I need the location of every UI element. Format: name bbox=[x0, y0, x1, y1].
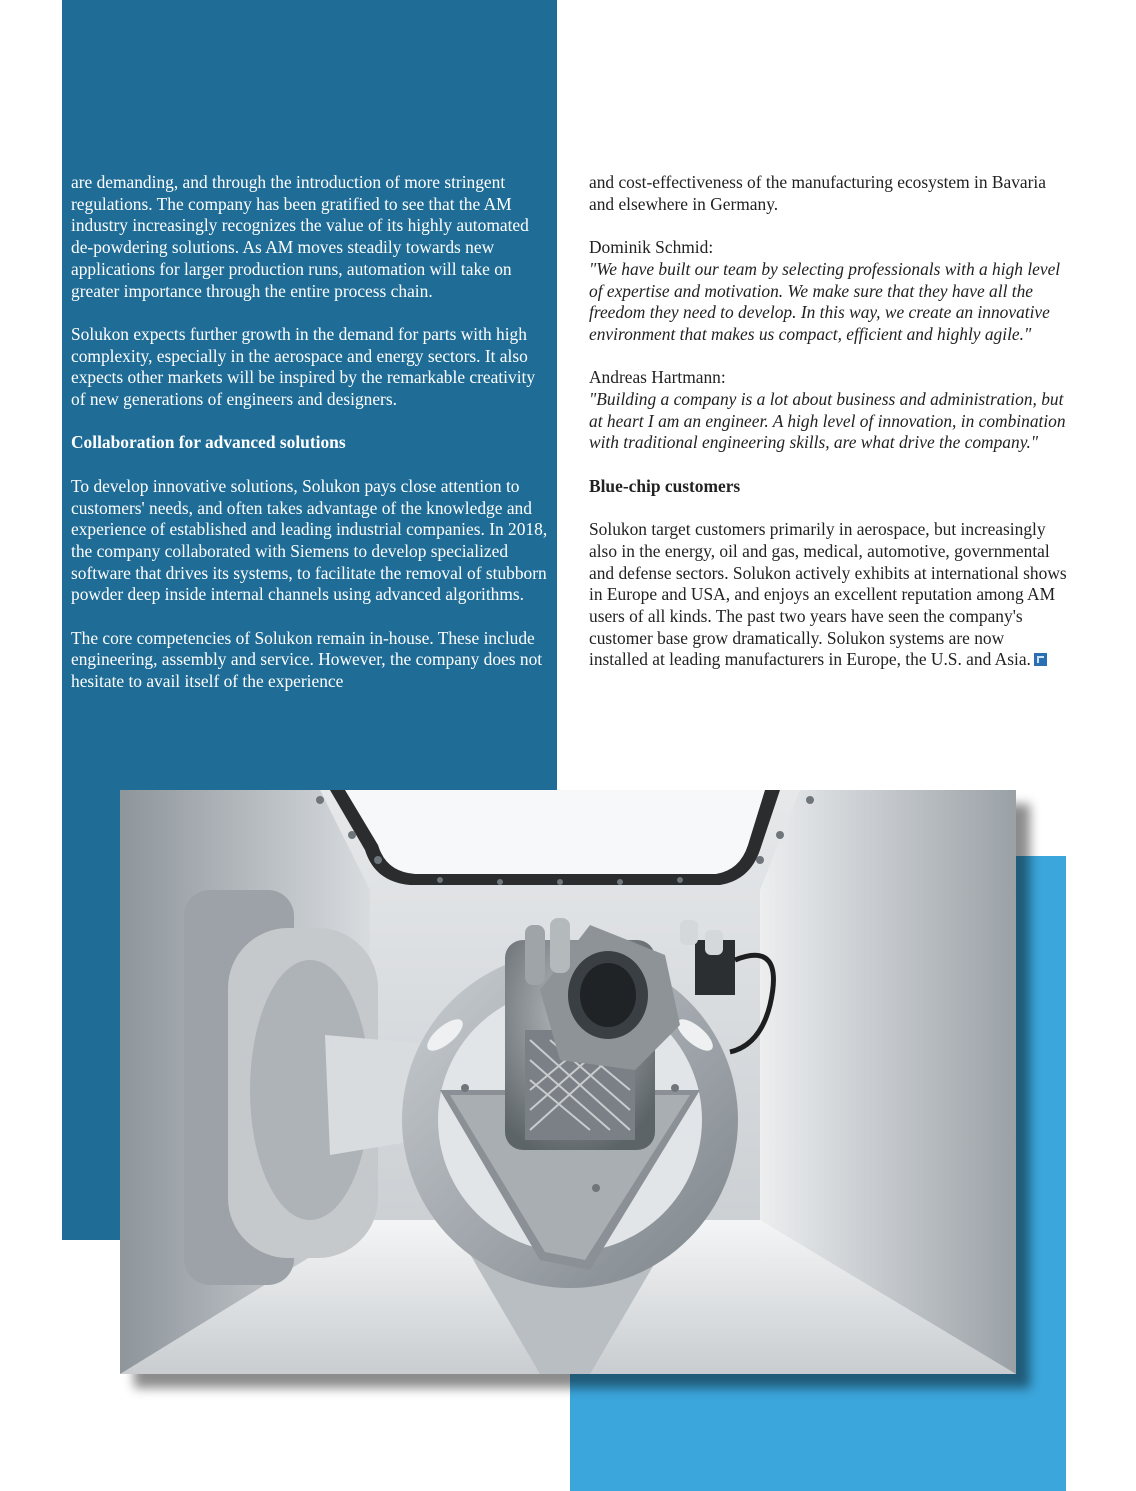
photo-illustration bbox=[120, 790, 1016, 1374]
quote-1: "We have built our team by selecting professionals with a high level of expertise and motivation. We make sure that they have all the freedom they need to develop. In this way, we create an innovative environment that makes us compact, efficient and highly agile." bbox=[589, 258, 1061, 344]
left-paragraph-3: To develop innovative solutions, Solukon pays close attention to customers' needs, and often takes advantage of the knowledge and experience of established and leading industrial companies. In 2018, the company collaborated with Siemens to develop specialized software that drives its systems, to facilitate the removal of stubborn powder deep inside internal channels using advanced algorithms. bbox=[71, 475, 548, 605]
section-heading-customers: Blue-chip customers bbox=[589, 475, 741, 496]
left-paragraph-1: are demanding, and through the introduction of more stringent regulations. The company has been gratified to see that the AM industry increasingly recognizes the value of its highly automated de-powdering solutions. As AM moves steadily towards new applications for larger production runs, automation will take on greater importance through the entire process chain. bbox=[71, 172, 529, 301]
article-end-icon bbox=[1034, 653, 1047, 666]
quote-2: "Building a company is a lot about business and administration, but at heart I am an engineer. A high level of innovation, in combination with traditional engineering skills, are what drive the company." bbox=[589, 389, 1066, 453]
right-paragraph-2-text: Solukon target customers primarily in aerospace, but increasingly also in the energy, oil and gas, medical, automotive, governmental and defense sectors. Solukon actively exhibits at international shows in Europe and USA, and enjoys an excellent reputation among AM users of all kinds. The past two years have seen the company's customer base grow dramatically. Solukon systems are now installed at leading manufacturers in Europe, the U.S. and Asia. bbox=[589, 519, 1067, 670]
right-paragraph-2 bbox=[589, 519, 1067, 671]
quote-speaker-2: Andreas Hartmann: bbox=[589, 367, 726, 388]
left-text-column bbox=[71, 172, 553, 715]
section-heading-collaboration: Collaboration for advanced solutions bbox=[71, 432, 346, 453]
left-paragraph-2: Solukon expects further growth in the demand for parts with high complexity, especially in the aerospace and energy sectors. It also expects other markets will be inspired by the remarkable creativity of new generations of engineers and designers. bbox=[71, 323, 536, 410]
quote-speaker-1: Dominik Schmid: bbox=[589, 237, 714, 258]
right-text-column bbox=[589, 172, 1067, 693]
right-paragraph-1: and cost-effectiveness of the manufacturing ecosystem in Bavaria and elsewhere in Germany. bbox=[589, 172, 1046, 214]
left-paragraph-4: The core competencies of Solukon remain in-house. These include engineering, assembly and service. However, the company does not hesitate to avail itself of the experience bbox=[71, 627, 543, 692]
machine-interior-photo bbox=[120, 790, 1016, 1374]
